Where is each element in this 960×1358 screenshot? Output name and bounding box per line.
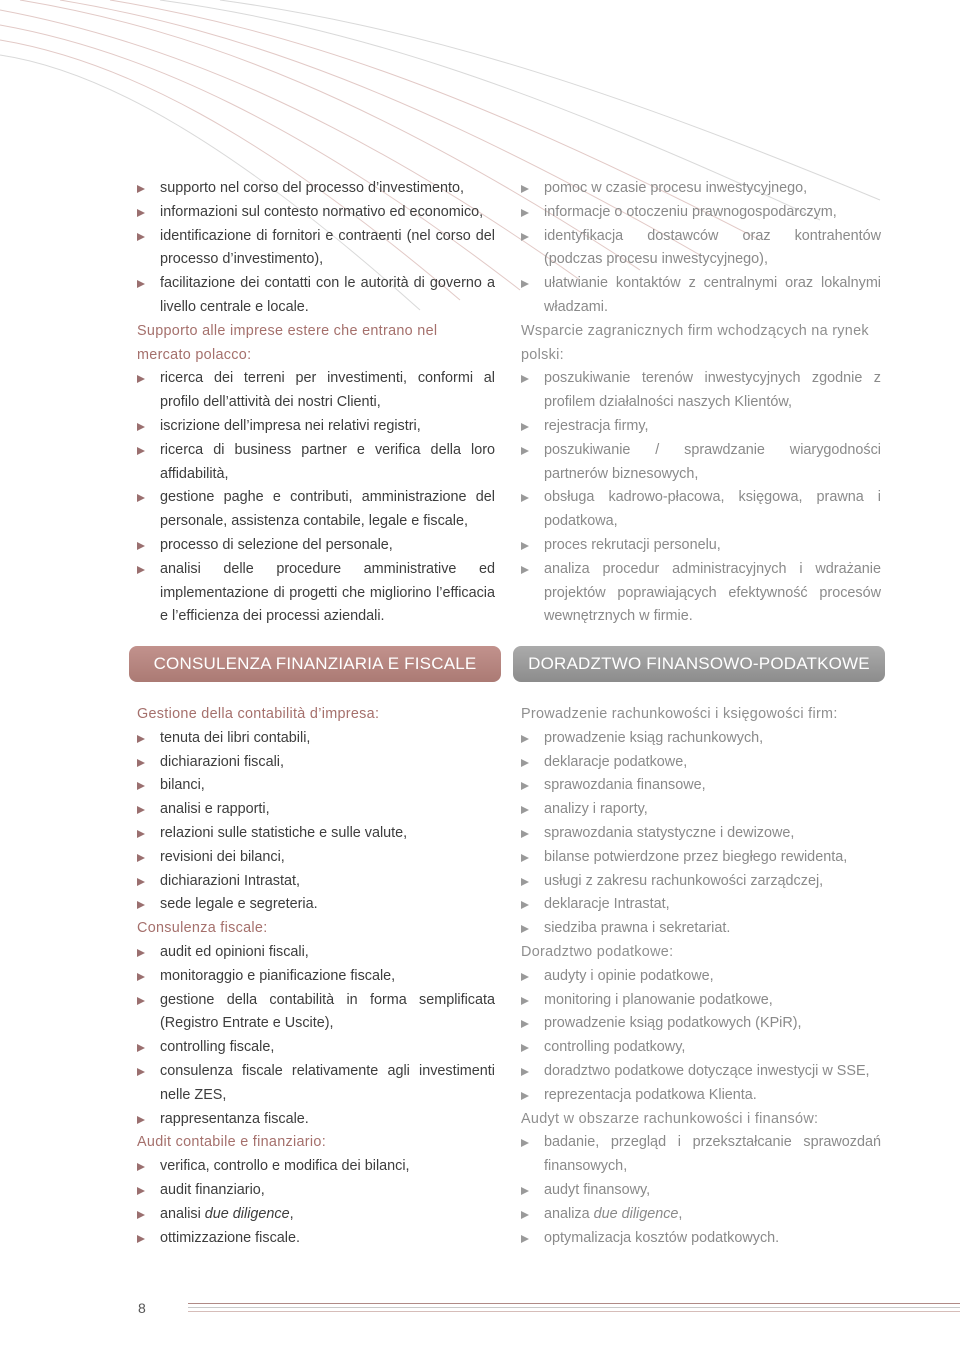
list-item: poszukiwanie terenów inwestycyjnych zgodnie z profilem działalności naszych Klientów,: [521, 367, 881, 415]
polish-foreign-list: [521, 367, 881, 629]
italian-accounting-list: [137, 727, 495, 917]
list-item: facilitazione dei contatti con le autorità di governo a livello centrale e locale.: [137, 272, 495, 320]
polish-foreign-heading: Wsparcie zagranicznych firm wchodzących na rynek polski:: [521, 322, 869, 363]
list-item: sprawozdania statystyczne i dewizowe,: [521, 822, 881, 846]
italian-foreign-heading: Supporto alle imprese estere che entrano nel mercato polacco:: [137, 322, 438, 363]
italian-support-list: [137, 177, 495, 320]
list-item: ułatwianie kontaktów z centralnymi oraz lokalnymi władzami.: [521, 272, 881, 320]
list-item: poszukiwanie / sprawdzanie wiarygodności partnerów biznesowych,: [521, 439, 881, 487]
list-item: audit finanziario,: [137, 1179, 495, 1203]
list-item: deklaracje podatkowe,: [521, 751, 881, 775]
polish-audit-heading: Audyt w obszarze rachunkowości i finansów:: [521, 1110, 819, 1127]
list-item: identyfikacja dostawców oraz kontrahentów (podczas procesu inwestycyjnego),: [521, 225, 881, 273]
list-item: audyty i opinie podatkowe,: [521, 965, 881, 989]
polish-section-title: DORADZTWO FINANSOWO-PODATKOWE: [513, 646, 885, 682]
polish-support-list: [521, 177, 881, 320]
italian-audit-heading: Audit contabile e finanziario:: [137, 1134, 326, 1151]
list-item: usługi z zakresu rachunkowości zarządczej,: [521, 870, 881, 894]
list-item: dichiarazioni fiscali,: [137, 751, 495, 775]
polish-accounting-list: [521, 727, 881, 941]
italian-audit-list: [137, 1155, 495, 1250]
list-item: processo di selezione del personale,: [137, 534, 495, 558]
italian-tax-heading: Consulenza fiscale:: [137, 920, 268, 937]
italian-section-title: CONSULENZA FINANZIARIA E FISCALE: [129, 646, 501, 682]
list-item: informacje o otoczeniu prawnogospodarczym,: [521, 201, 881, 225]
list-item: badanie, przegląd i przekształcanie sprawozdań finansowych,: [521, 1131, 881, 1179]
list-item: gestione della contabilità in forma semplificata (Registro Entrate e Uscite),: [137, 989, 495, 1037]
list-item: analisi due diligence,: [137, 1203, 495, 1227]
list-item: prowadzenie ksiąg podatkowych (KPiR),: [521, 1012, 881, 1036]
list-item: rappresentanza fiscale.: [137, 1108, 495, 1132]
list-item: reprezentacja podatkowa Klienta.: [521, 1084, 881, 1108]
list-item: gestione paghe e contributi, amministrazione del personale, assistenza contabile, legale e fiscale,: [137, 486, 495, 534]
list-item: analiza due diligence,: [521, 1203, 881, 1227]
list-item: iscrizione dell’impresa nei relativi registri,: [137, 415, 495, 439]
footer-line: [188, 1307, 960, 1308]
list-item: revisioni dei bilanci,: [137, 846, 495, 870]
footer-rule: [188, 1303, 960, 1317]
list-item: dichiarazioni Intrastat,: [137, 870, 495, 894]
list-item: monitoraggio e pianificazione fiscale,: [137, 965, 495, 989]
italian-accounting-heading: Gestione della contabilità d’impresa:: [137, 706, 380, 722]
list-item: relazioni sulle statistiche e sulle valute,: [137, 822, 495, 846]
list-item: identificazione di fornitori e contraenti (nel corso del processo d’investimento),: [137, 225, 495, 273]
list-item: analisi e rapporti,: [137, 798, 495, 822]
list-item: obsługa kadrowo-płacowa, księgowa, prawna i podatkowa,: [521, 486, 881, 534]
list-item: monitoring i planowanie podatkowe,: [521, 989, 881, 1013]
list-item: bilanse potwierdzone przez biegłego rewidenta,: [521, 846, 881, 870]
list-item: bilanci,: [137, 774, 495, 798]
list-item: analizy i raporty,: [521, 798, 881, 822]
list-item: controlling podatkowy,: [521, 1036, 881, 1060]
list-item: sede legale e segreteria.: [137, 893, 495, 917]
list-item: sprawozdania finansowe,: [521, 774, 881, 798]
polish-tax-heading: Doradztwo podatkowe:: [521, 943, 674, 960]
list-item: siedziba prawna i sekretariat.: [521, 917, 881, 941]
page-number: 8: [138, 1300, 146, 1316]
italian-foreign-list: [137, 367, 495, 629]
list-item: prowadzenie ksiąg rachunkowych,: [521, 727, 881, 751]
list-item: pomoc w czasie procesu inwestycyjnego,: [521, 177, 881, 201]
list-item: consulenza fiscale relativamente agli investimenti nelle ZES,: [137, 1060, 495, 1108]
italian-upper-column: [137, 177, 495, 629]
list-item: analisi delle procedure amministrative ed implementazione di progetti che migliorino l’efficacia e l’efficienza dei processi aziendali.: [137, 558, 495, 629]
list-item: controlling fiscale,: [137, 1036, 495, 1060]
polish-audit-list: [521, 1131, 881, 1250]
polish-tax-list: [521, 965, 881, 1108]
polish-accounting-heading: Prowadzenie rachunkowości i księgowości firm:: [521, 706, 838, 722]
list-item: analiza procedur administracyjnych i wdrażanie projektów poprawiających efektywność procesów wewnętrznych w firmie.: [521, 558, 881, 629]
list-item: supporto nel corso del processo d’investimento,: [137, 177, 495, 201]
list-item: tenuta dei libri contabili,: [137, 727, 495, 751]
list-item: ricerca dei terreni per investimenti, conformi al profilo dell’attività dei nostri Clienti,: [137, 367, 495, 415]
italic-phrase: due diligence: [593, 1205, 679, 1222]
list-item: verifica, controllo e modifica dei bilanci,: [137, 1155, 495, 1179]
list-item: deklaracje Intrastat,: [521, 893, 881, 917]
italic-phrase: due diligence: [204, 1205, 290, 1222]
polish-lower-column: [521, 703, 881, 1250]
list-item: rejestracja firmy,: [521, 415, 881, 439]
list-item: ottimizzazione fiscale.: [137, 1227, 495, 1251]
list-item: ricerca di business partner e verifica della loro affidabilità,: [137, 439, 495, 487]
list-item: doradztwo podatkowe dotyczące inwestycji w SSE,: [521, 1060, 881, 1084]
list-item: audit ed opinioni fiscali,: [137, 941, 495, 965]
list-item: optymalizacja kosztów podatkowych.: [521, 1227, 881, 1251]
italian-lower-column: [137, 703, 495, 1250]
list-item: proces rekrutacji personelu,: [521, 534, 881, 558]
italian-tax-list: [137, 941, 495, 1131]
polish-upper-column: [521, 177, 881, 629]
footer-line: [188, 1311, 960, 1312]
footer-line: [188, 1303, 960, 1304]
list-item: informazioni sul contesto normativo ed economico,: [137, 201, 495, 225]
list-item: audyt finansowy,: [521, 1179, 881, 1203]
